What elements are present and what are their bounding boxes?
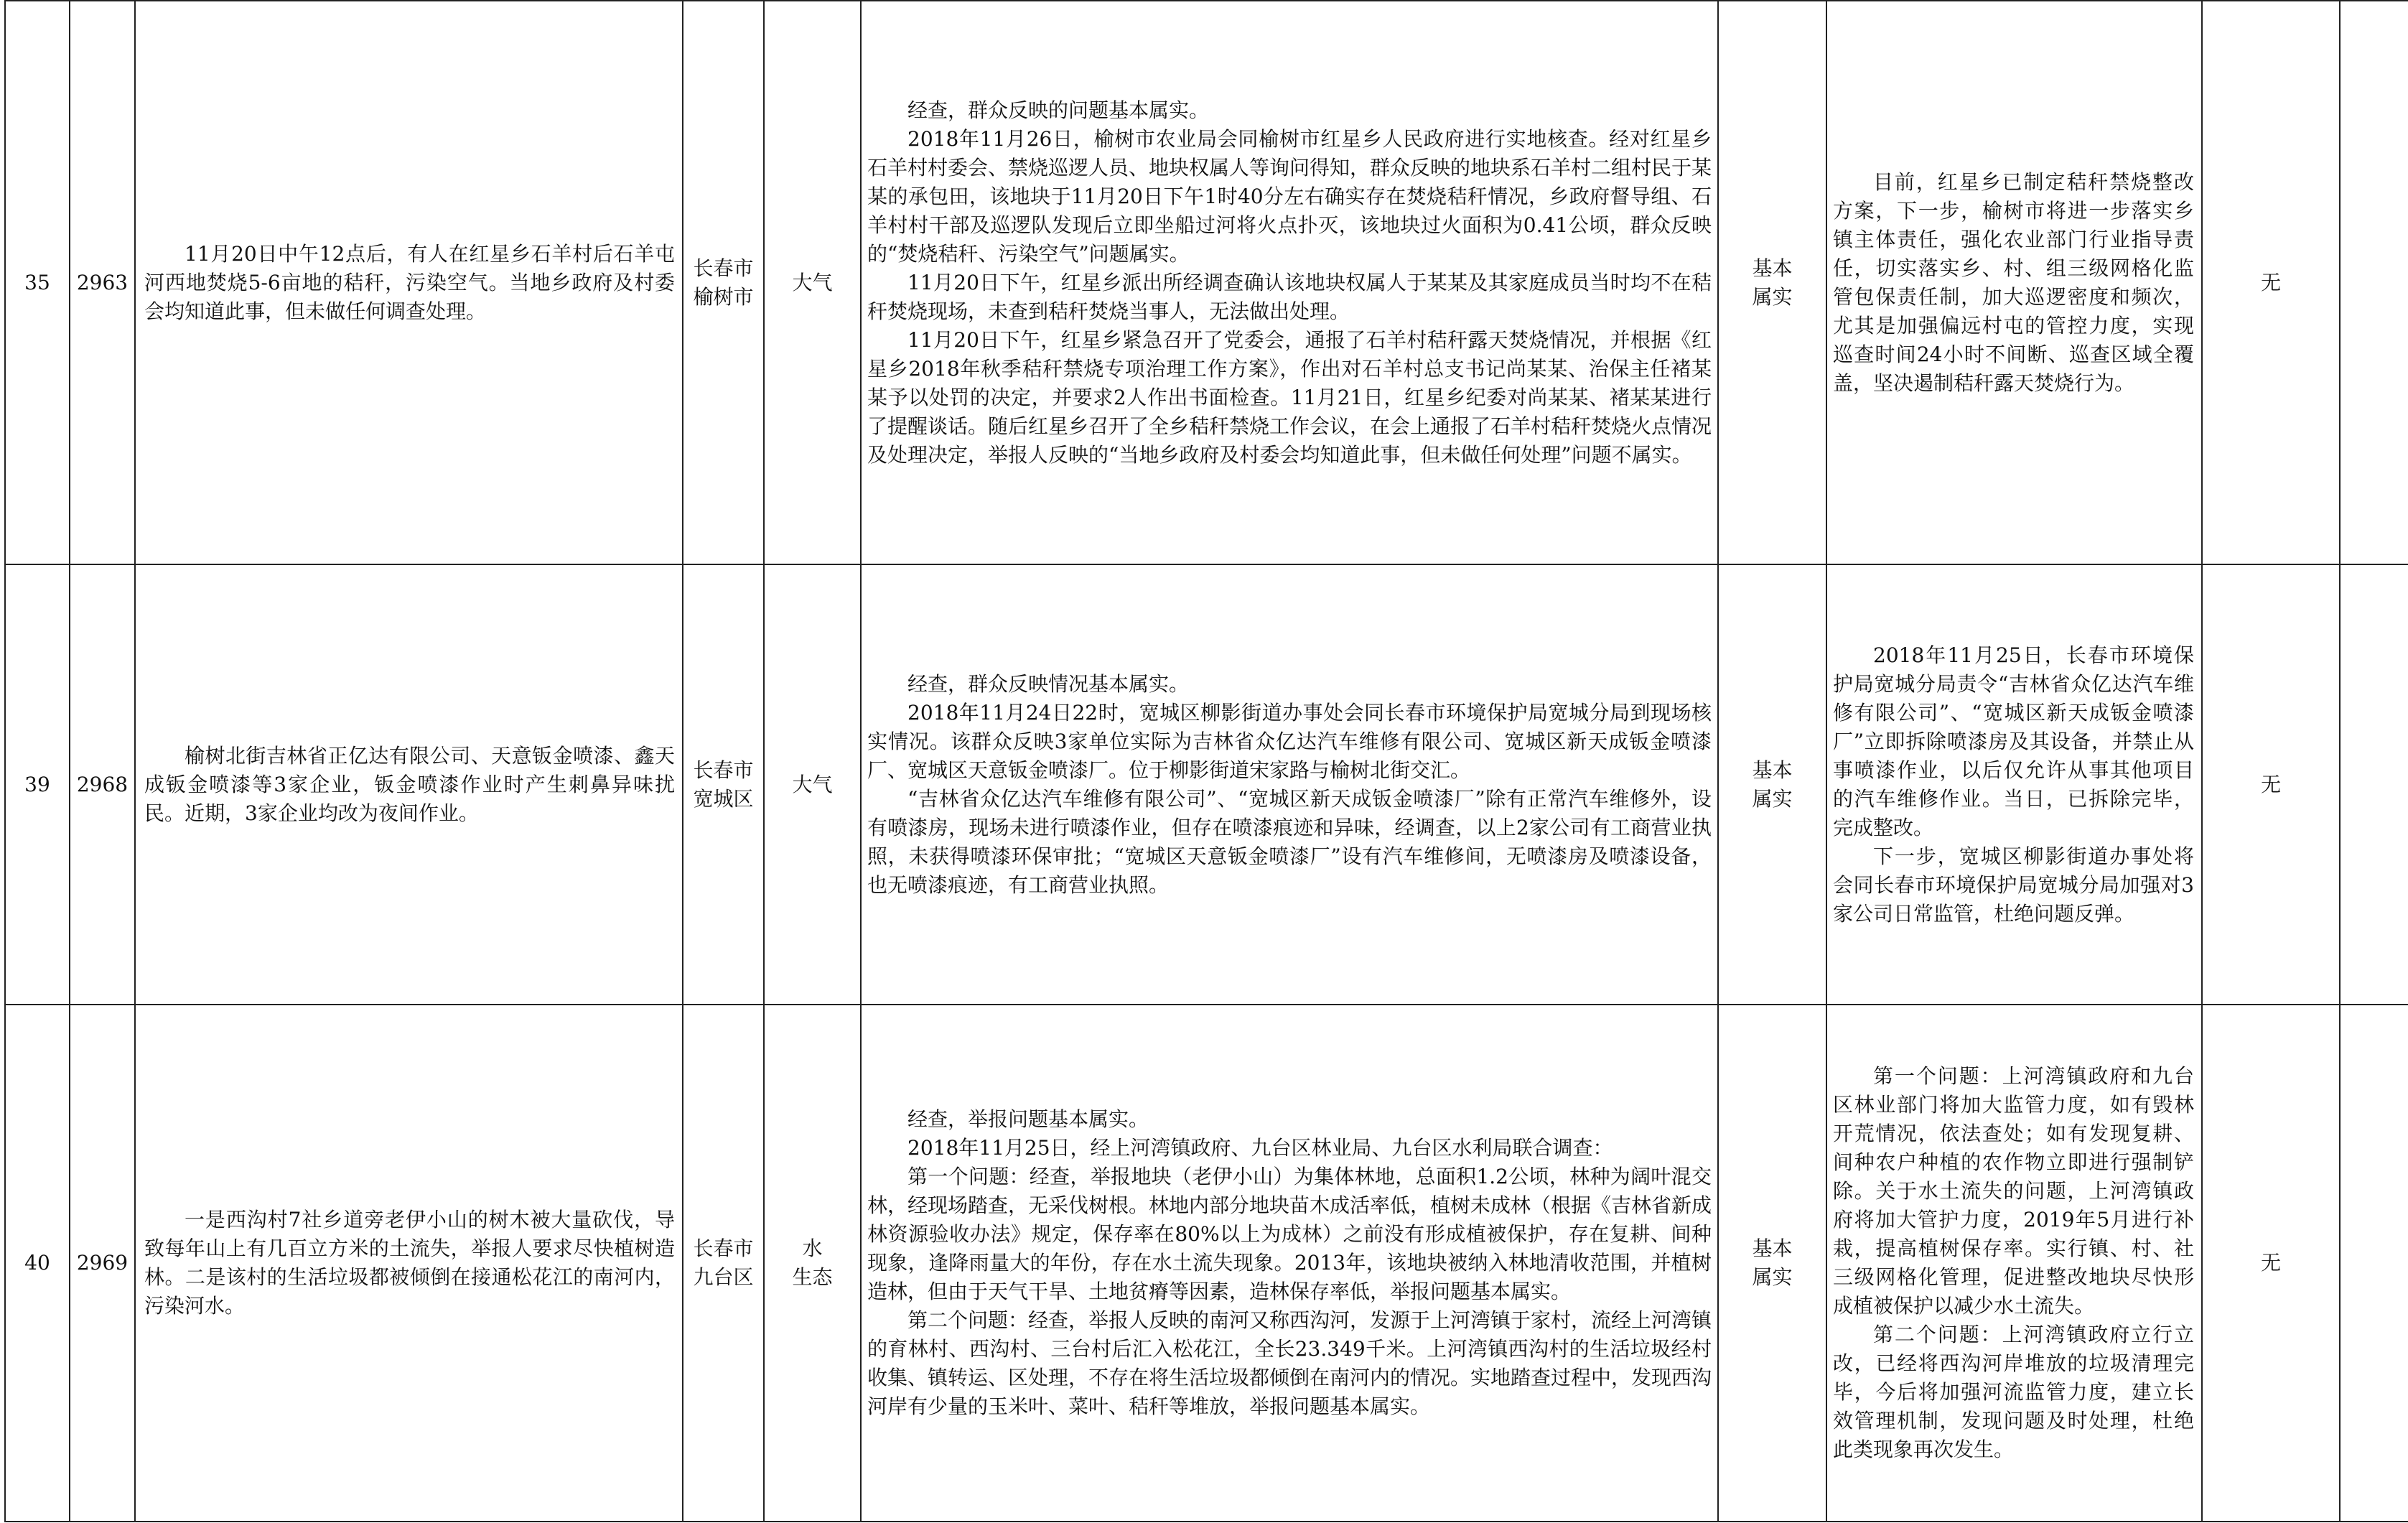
- findings-paragraph: 2018年11月24日22时，宽城区柳影街道办事处会同长春市环境保护局宽城分局到现场核实情况。该群众反映3家单位实际为吉林省众亿达汽车维修有限公司、宽城区新天成钣金喷漆厂、宽城区天意钣金喷漆厂。位于柳影街道宋家路与榆树北街交汇。: [867, 700, 1712, 782]
- findings-paragraph: 经查，举报问题基本属实。: [907, 1107, 1149, 1131]
- complaint-text: 11月20日中午12点后，有人在红星乡石羊村后石羊屯河西地焚烧5-6亩地的秸秆，污染空气。当地乡政府及村委会均知道此事，但未做任何调查处理。: [144, 241, 675, 323]
- row-number: 35: [5, 1, 70, 564]
- administrative-region: 长春市 榆树市: [683, 1, 764, 564]
- findings-paragraph: 11月20日下午，红星乡紧急召开了党委会，通报了石羊村秸秆露天焚烧情况，并根据《红星乡2018年秋季秸秆禁烧专项治理工作方案》，作出对石羊村总支书记尚某某、治保主任褚某某予以处罚的决定，并要求2人作出书面检查。11月21日，红星乡纪委对尚某某、褚某某进行了提醒谈话。随后红星乡召开了全乡秸秆禁烧工作会议，在会上通报了石羊村秸秆焚烧火点情况及处理决定，举报人反映的“当地乡政府及村委会均知道此事，但未做任何处理”问题不属实。: [867, 327, 1712, 467]
- case-table: [4, 0, 2408, 1522]
- row-number: 39: [5, 564, 70, 1005]
- verification-verdict: 基本 属实: [1718, 564, 1826, 1005]
- empty-cell: [2340, 1005, 2408, 1522]
- administrative-region: 长春市 九台区: [683, 1005, 764, 1522]
- findings-paragraph: 11月20日下午，红星乡派出所经调查确认该地块权属人于某某及其家庭成员当时均不在秸秆焚烧现场，未查到秸秆焚烧当事人，无法做出处理。: [867, 270, 1712, 323]
- accountability: 无: [2202, 1, 2340, 564]
- findings-paragraph: “吉林省众亿达汽车维修有限公司”、“宽城区新天成钣金喷漆厂”除有正常汽车维修外，设有喷漆房，现场未进行喷漆作业，但存在喷漆痕迹和异味，经调查，以上2家公司有工商营业执照，未获得喷漆环保审批；“宽城区天意钣金喷漆厂”设有汽车维修间，无喷漆房及喷漆设备，也无喷漆痕迹，有工商营业执照。: [867, 786, 1712, 897]
- verification-verdict: 基本 属实: [1718, 1005, 1826, 1522]
- case-id: 2969: [70, 1005, 135, 1522]
- case-id: 2963: [70, 1, 135, 564]
- findings-paragraph: 经查，群众反映情况基本属实。: [907, 671, 1190, 696]
- action-paragraph: 第二个问题：上河湾镇政府立行立改，已经将西沟河岸堆放的垃圾清理完毕，今后将加强河流监管力度，建立长效管理机制，发现问题及时处理，杜绝此类现象再次发生。: [1833, 1323, 2194, 1461]
- complaint-cell: [135, 1, 683, 564]
- findings-paragraph: 经查，群众反映的问题基本属实。: [907, 98, 1210, 122]
- complaint-text: 榆树北街吉林省正亿达有限公司、天意钣金喷漆、鑫天成钣金喷漆等3家企业，钣金喷漆作业时产生刺鼻异味扰民。近期，3家企业均改为夜间作业。: [144, 743, 675, 825]
- complaint-cell: [135, 564, 683, 1005]
- table-row: [5, 564, 2408, 1005]
- row-number: 40: [5, 1005, 70, 1522]
- action-paragraph: 第一个问题：上河湾镇政府和九台区林业部门将加大监管力度，如有毁林开荒情况，依法查处；如有发现复耕、间种农户种植的农作物立即进行强制铲除。关于水土流失的问题，上河湾镇政府将加大管护力度，2019年5月进行补栽，提高植树保存率。实行镇、村、社三级网格化管理，促进整改地块尽快形成植被保护以减少水土流失。: [1833, 1064, 2194, 1318]
- action-paragraph: 2018年11月25日，长春市环境保护局宽城分局责令“吉林省众亿达汽车维修有限公司”、“宽城区新天成钣金喷漆厂”立即拆除喷漆房及其设备，并禁止从事喷漆作业，以后仅允许从事其他项目的汽车维修作业。当日，已拆除完毕，完成整改。: [1833, 643, 2194, 839]
- administrative-region: 长春市 宽城区: [683, 564, 764, 1005]
- case-id: 2968: [70, 564, 135, 1005]
- table-row: [5, 1, 2408, 564]
- findings-paragraph: 第一个问题：经查，举报地块（老伊小山）为集体林地，总面积1.2公顷，林种为阔叶混交林，经现场踏查，无采伐树根。林地内部分地块苗木成活率低，植树未成林（根据《吉林省新成林资源验收办法》规定，保存率在80%以上为成林）之前没有形成植被保护，存在复耕、间种现象，逢降雨量大的年份，存在水土流失现象。2013年，该地块被纳入林地清收范围，并植树造林，但由于天气干旱、土地贫瘠等因素，造林保存率低，举报问题基本属实。: [867, 1165, 1712, 1303]
- action-paragraph: 下一步，宽城区柳影街道办事处将会同长春市环境保护局宽城分局加强对3家公司日常监管，杜绝问题反弹。: [1833, 844, 2194, 926]
- accountability: 无: [2202, 1005, 2340, 1522]
- findings-paragraph: 第二个问题：经查，举报人反映的南河又称西沟河，发源于上河湾镇于家村，流经上河湾镇的育林村、西沟村、三台村后汇入松花江，全长23.349千米。上河湾镇西沟村的生活垃圾经村收集、镇转运、区处理，不存在将生活垃圾都倾倒在南河内的情况。实地踏查过程中，发现西沟河岸有少量的玉米叶、菜叶、秸秆等堆放，举报问题基本属实。: [867, 1308, 1712, 1418]
- findings-cell: [861, 564, 1718, 1005]
- action-cell: [1826, 1005, 2202, 1522]
- pollution-type: 大气: [764, 564, 861, 1005]
- pollution-type: 水 生态: [764, 1005, 861, 1522]
- verification-verdict: 基本 属实: [1718, 1, 1826, 564]
- findings-cell: [861, 1005, 1718, 1522]
- empty-cell: [2340, 564, 2408, 1005]
- action-cell: [1826, 564, 2202, 1005]
- empty-cell: [2340, 1, 2408, 564]
- table-row: [5, 1005, 2408, 1522]
- action-cell: [1826, 1, 2202, 564]
- action-paragraph: 目前，红星乡已制定秸秆禁烧整改方案，下一步，榆树市将进一步落实乡镇主体责任，强化农业部门行业指导责任，切实落实乡、村、组三级网格化监管包保责任制，加大巡逻密度和频次，尤其是加强偏远村屯的管控力度，实现巡查时间24小时不间断、巡查区域全覆盖，坚决遏制秸秆露天焚烧行为。: [1833, 169, 2194, 395]
- findings-paragraph: 2018年11月26日，榆树市农业局会同榆树市红星乡人民政府进行实地核查。经对红星乡石羊村村委会、禁烧巡逻人员、地块权属人等询问得知，群众反映的地块系石羊村二组村民于某某的承包田，该地块于11月20日下午1时40分左右确实存在焚烧秸秆情况，乡政府督导组、石羊村村干部及巡逻队发现后立即坐船过河将火点扑灭，该地块过火面积为0.41公顷，群众反映的“焚烧秸秆、污染空气”问题属实。: [867, 126, 1712, 266]
- complaint-text: 一是西沟村7社乡道旁老伊小山的树木被大量砍伐，导致每年山上有几百立方米的土流失，举报人要求尽快植树造林。二是该村的生活垃圾都被倾倒在接通松花江的南河内，污染河水。: [144, 1208, 675, 1318]
- pollution-type: 大气: [764, 1, 861, 564]
- complaint-cell: [135, 1005, 683, 1522]
- accountability: 无: [2202, 564, 2340, 1005]
- findings-cell: [861, 1, 1718, 564]
- findings-paragraph: 2018年11月25日，经上河湾镇政府、九台区林业局、九台区水利局联合调查：: [907, 1136, 1613, 1160]
